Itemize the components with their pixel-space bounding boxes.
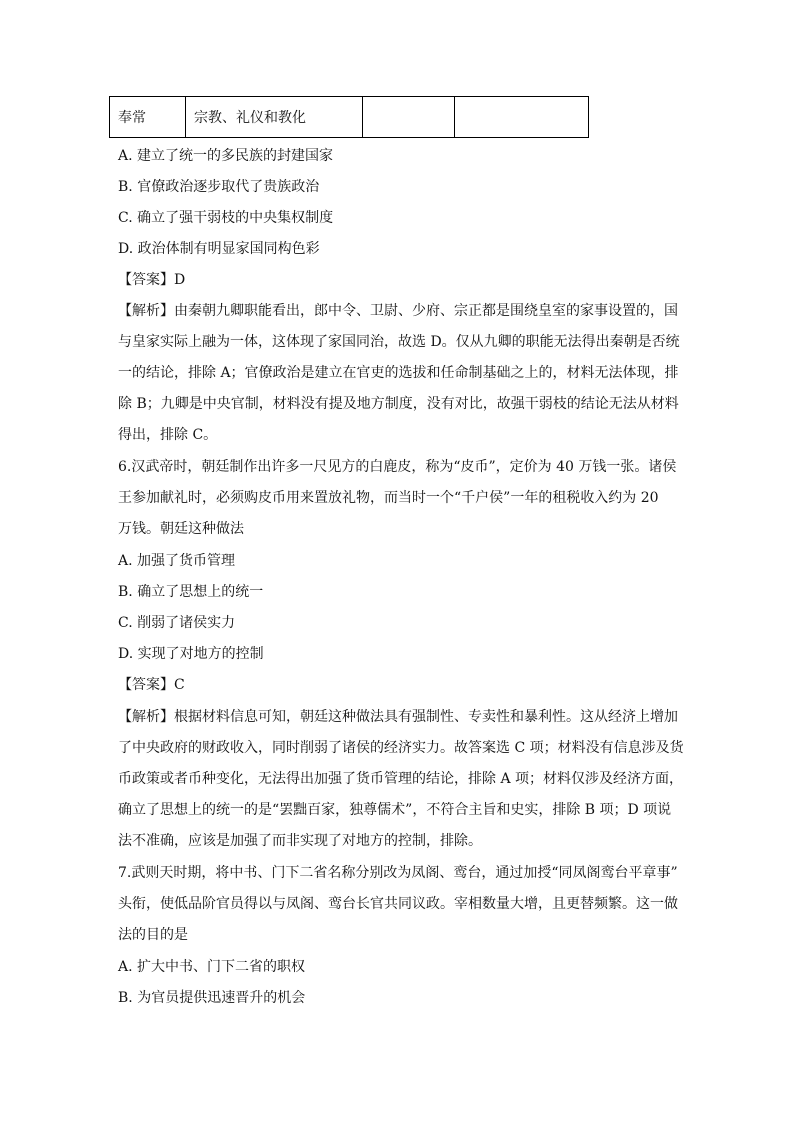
q6-analysis-line: 法不准确，应该是加强了而非实现了对地方的控制，排除。 (118, 833, 482, 849)
q6-stem-line: 6.汉武帝时，朝廷制作出许多一尺见方的白鹿皮，称为“皮币”，定价为 40 万钱一张。诸侯 (118, 459, 677, 475)
table-cell: 奉常 (110, 97, 186, 138)
table-cell (363, 97, 455, 138)
q5-option-a: A. 建立了统一的多民族的封建国家 (118, 148, 334, 164)
q6-answer: 【答案】C (118, 677, 185, 693)
q6-option-c: C. 削弱了诸侯实力 (118, 615, 236, 631)
q6-option-b: B. 确立了思想上的统一 (118, 584, 264, 600)
table-cell (455, 97, 589, 138)
q5-option-d: D. 政治体制有明显家国同构色彩 (118, 241, 320, 257)
q6-analysis-line: 【解析】根据材料信息可知，朝廷这种做法具有强制性、专卖性和暴利性。这从经济上增加 (118, 709, 678, 725)
q7-option-a: A. 扩大中书、门下二省的职权 (118, 959, 306, 975)
q5-option-b: B. 官僚政治逐步取代了贵族政治 (118, 179, 320, 195)
q5-analysis-line: 一的结论，排除 A；官僚政治是建立在官吏的选拔和任命制基础之上的，材料无法体现，排 (118, 365, 679, 381)
q5-analysis-line: 得出，排除 C。 (118, 427, 218, 443)
q5-analysis-line: 与皇家实际上融为一体，这体现了家国同治，故选 D。仅从九卿的职能无法得出秦朝是否统 (118, 334, 680, 350)
table-cell: 宗教、礼仪和教化 (186, 97, 363, 138)
q5-option-c: C. 确立了强干弱枝的中央集权制度 (118, 210, 334, 226)
q5-answer: 【答案】D (118, 272, 186, 288)
table-row (110, 97, 589, 138)
q7-stem-line: 7.武则天时期，将中书、门下二省名称分别改为凤阁、鸾台，通过加授“同凤阁鸾台平章事” (118, 865, 678, 881)
q5-analysis-line: 【解析】由秦朝九卿职能看出，郎中令、卫尉、少府、宗正都是围绕皇室的家事设置的，国 (118, 303, 678, 319)
q6-stem-line: 王参加献礼时，必须购皮币用来置放礼物，而当时一个“千户侯”一年的租税收入约为 20 (118, 490, 659, 506)
q6-analysis-line: 了中央政府的财政收入，同时削弱了诸侯的经济实力。故答案选 C 项；材料没有信息涉及货 (118, 740, 684, 756)
q7-stem-line: 头衔，使低品阶官员得以与凤阁、鸾台长官共同议政。宰相数量大增，且更替频繁。这一做 (118, 896, 678, 912)
q6-analysis-line: 确立了思想上的统一的是“罢黜百家，独尊儒术”，不符合主旨和史实，排除 B 项；D 项说 (118, 802, 672, 818)
q5-analysis-line: 除 B；九卿是中央官制，材料没有提及地方制度，没有对比，故强干弱枝的结论无法从材料 (118, 396, 679, 412)
q6-stem-line: 万钱。朝廷这种做法 (118, 521, 244, 537)
officials-table-fragment (109, 96, 589, 138)
q6-option-d: D. 实现了对地方的控制 (118, 646, 264, 662)
q6-option-a: A. 加强了货币管理 (118, 553, 236, 569)
q7-option-b: B. 为官员提供迅速晋升的机会 (118, 990, 306, 1006)
q7-stem-line: 法的目的是 (118, 927, 188, 943)
q6-analysis-line: 币政策或者币种变化，无法得出加强了货币管理的结论，排除 A 项；材料仅涉及经济方面， (118, 771, 684, 787)
